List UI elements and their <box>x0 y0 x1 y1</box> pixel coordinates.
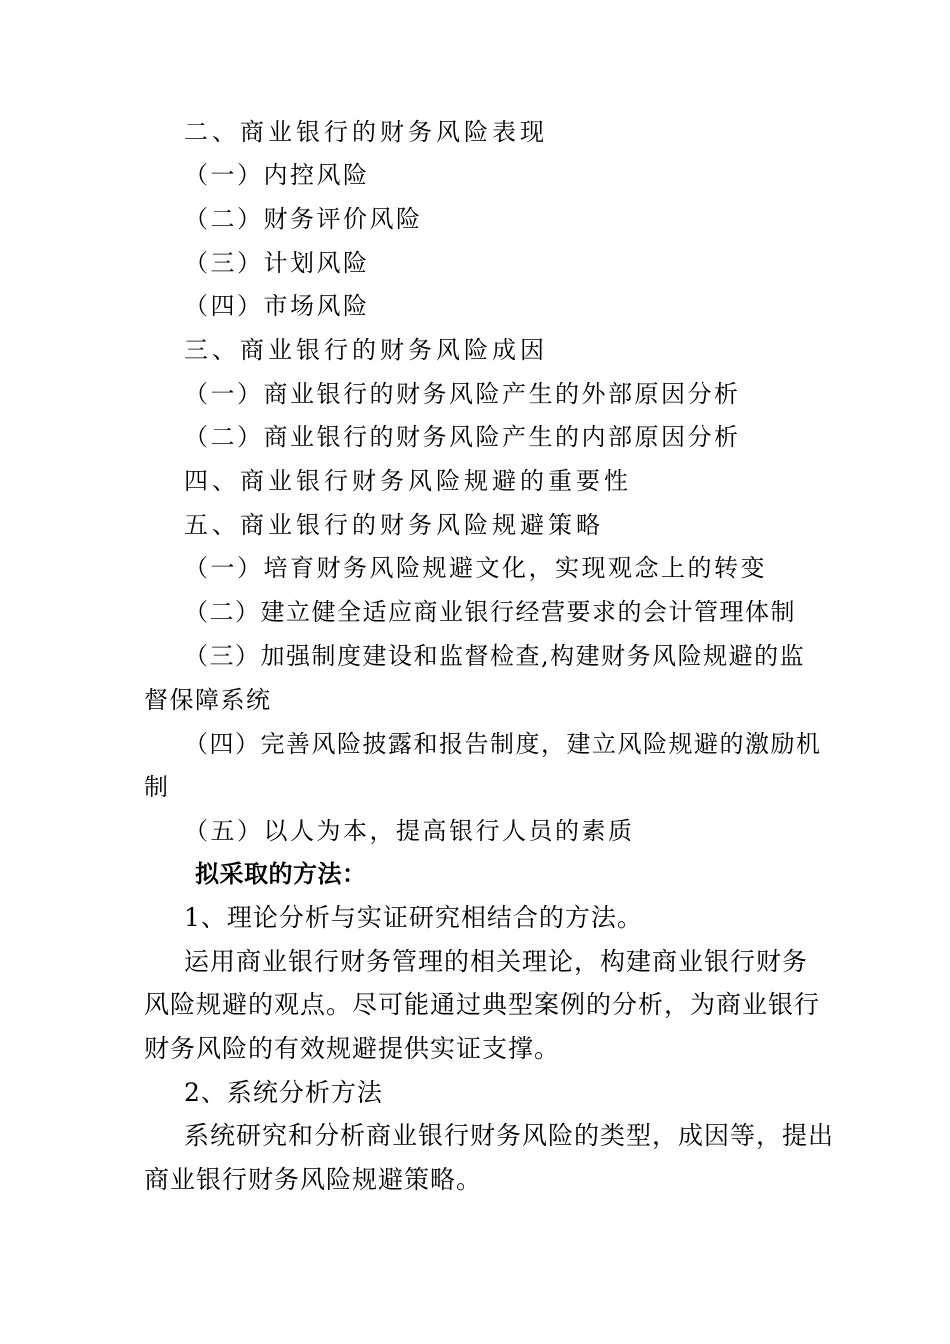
method-1-body-line-1: 运用商业银行财务管理的相关理论，构建商业银行财务 <box>184 947 809 976</box>
method-1-body-line-3: 财务风险的有效规避提供实证支撑。 <box>144 1034 561 1063</box>
method-2-title: 2、系统分析方法 <box>184 1078 383 1107</box>
section-5-heading: 五、商业银行的财务风险规避策略 <box>184 511 604 539</box>
section-3-item-2: （二）商业银行的财务风险产生的内部原因分析 <box>184 423 741 451</box>
section-5-item-5: （五）以人为本，提高银行人员的素质 <box>184 817 635 845</box>
section-2-heading: 二、商业银行的财务风险表现 <box>184 118 548 146</box>
section-5-item-4-line-1: （四）完善风险披露和报告制度，建立风险规避的激励机 <box>184 730 822 758</box>
section-2-item-1: （一）内控风险 <box>184 161 370 189</box>
method-2-body-line-2: 商业银行财务风险规避策略。 <box>144 1165 483 1194</box>
methods-heading: 拟采取的方法： <box>195 859 367 888</box>
method-1-title: 1、理论分析与实证研究相结合的方法。 <box>184 903 643 932</box>
method-1-body-line-2: 风险规避的观点。尽可能通过典型案例的分析，为商业银行 <box>144 990 821 1019</box>
section-2-item-3: （三）计划风险 <box>184 249 370 277</box>
section-3-item-1: （一）商业银行的财务风险产生的外部原因分析 <box>184 380 741 408</box>
method-2-body-line-1: 系统研究和分析商业银行财务风险的类型，成因等，提出 <box>184 1121 835 1150</box>
section-5-item-1: （一）培育财务风险规避文化，实现观念上的转变 <box>184 554 767 582</box>
section-5-item-4-line-2: 制 <box>144 773 170 801</box>
section-5-item-2: （二）建立健全适应商业银行经营要求的会计管理体制 <box>184 598 796 626</box>
section-5-item-3-line-1: （三）加强制度建设和监督检查,构建财务风险规避的监 <box>184 642 806 670</box>
section-5-item-3-line-2: 督保障系统 <box>144 686 272 714</box>
section-2-item-4: （四）市场风险 <box>184 292 370 320</box>
section-4-heading: 四、商业银行财务风险规避的重要性 <box>184 467 632 495</box>
section-3-heading: 三、商业银行的财务风险成因 <box>184 336 548 364</box>
section-2-item-2: （二）财务评价风险 <box>184 205 423 233</box>
